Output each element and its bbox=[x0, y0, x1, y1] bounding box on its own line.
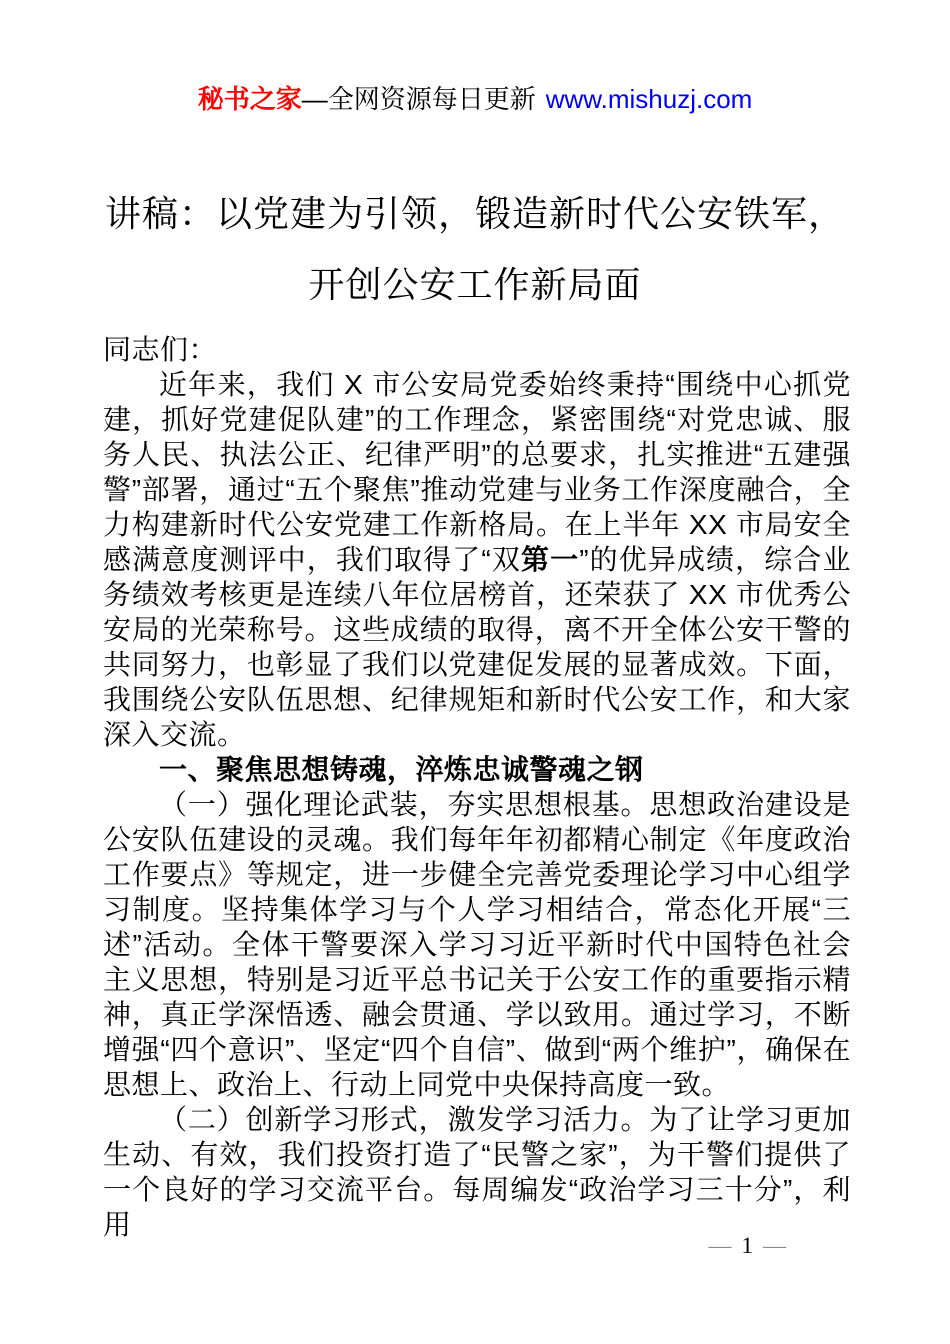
paragraph-intro bbox=[103, 367, 851, 752]
section-heading-1: 一、聚焦思想铸魂，淬炼忠诚警魂之钢 bbox=[159, 754, 644, 785]
salutation: 同志们： bbox=[103, 334, 218, 365]
page-footer bbox=[709, 1232, 787, 1260]
paragraph-intro-run-1: 近年来，我们 X 市公安局党委始终秉持“围绕中心抓党建，抓好党建促队建”的工作理念，紧密围绕“对党忠诚、服务人民、执法公正、纪律严明”的总要求，扎实推进“五建强警”部署，通过“五个聚焦”推动党建与业务工作深度融合，全力构建新时代公安党建工作新格局。在上半年 XX 市局安全感满意度测评中，我们取得了“双 bbox=[103, 369, 851, 575]
site-url-link[interactable]: www.mishuzj.com bbox=[545, 84, 753, 114]
site-tagline: —全网资源每日更新 bbox=[301, 84, 536, 114]
footer-dash-right: — bbox=[763, 1233, 786, 1258]
site-name: 秘书之家 bbox=[197, 84, 302, 114]
paragraph-subsection-1: （一）强化理论武装，夯实思想根基。思想政治建设是公安队伍建设的灵魂。我们每年年初都精心制定《年度政治工作要点》等规定，进一步健全完善党委理论学习中心组学习制度。坚持集体学习与个人学习相结合，常态化开展“三述”活动。全体干警要深入学习习近平新时代中国特色社会主义思想，特别是习近平总书记关于公安工作的重要指示精神，真正学深悟透、融会贯通、学以致用。通过学习，不断增强“四个意识”、坚定“四个自信”、做到“两个维护”，确保在思想上、政治上、行动上同党中央保持高度一致。 bbox=[103, 789, 851, 1100]
paragraph-intro-run-2: ”的优异成绩，综合业务绩效考核更是连续八年位居榜首，还荣获了 XX 市优秀公安局的光荣称号。这些成绩的取得，离不开全体公安干警的共同努力，也彰显了我们以党建促发展的显著成效。下面，我围绕公安队伍思想、纪律规矩和新时代公安工作，和大家深入交流。 bbox=[103, 544, 851, 750]
document-title bbox=[0, 178, 950, 320]
bold-emphasis-first-place: 第一 bbox=[520, 544, 580, 575]
footer-dash-left: — bbox=[708, 1233, 732, 1258]
site-header bbox=[0, 82, 950, 116]
document-title-line-2: 开创公安工作新局面 bbox=[308, 264, 642, 305]
body-text bbox=[103, 332, 851, 1242]
paragraph-subsection-2: （二）创新学习形式，激发学习活力。为了让学习更加生动、有效，我们投资打造了“民警之家”，为干警们提供了一个良好的学习交流平台。每周编发“政治学习三十分”，利用 bbox=[103, 1104, 851, 1240]
document-title-line-1: 讲稿：以党建为引领，锻造新时代公安铁军， bbox=[104, 193, 845, 234]
page-number: 1 bbox=[741, 1233, 753, 1258]
